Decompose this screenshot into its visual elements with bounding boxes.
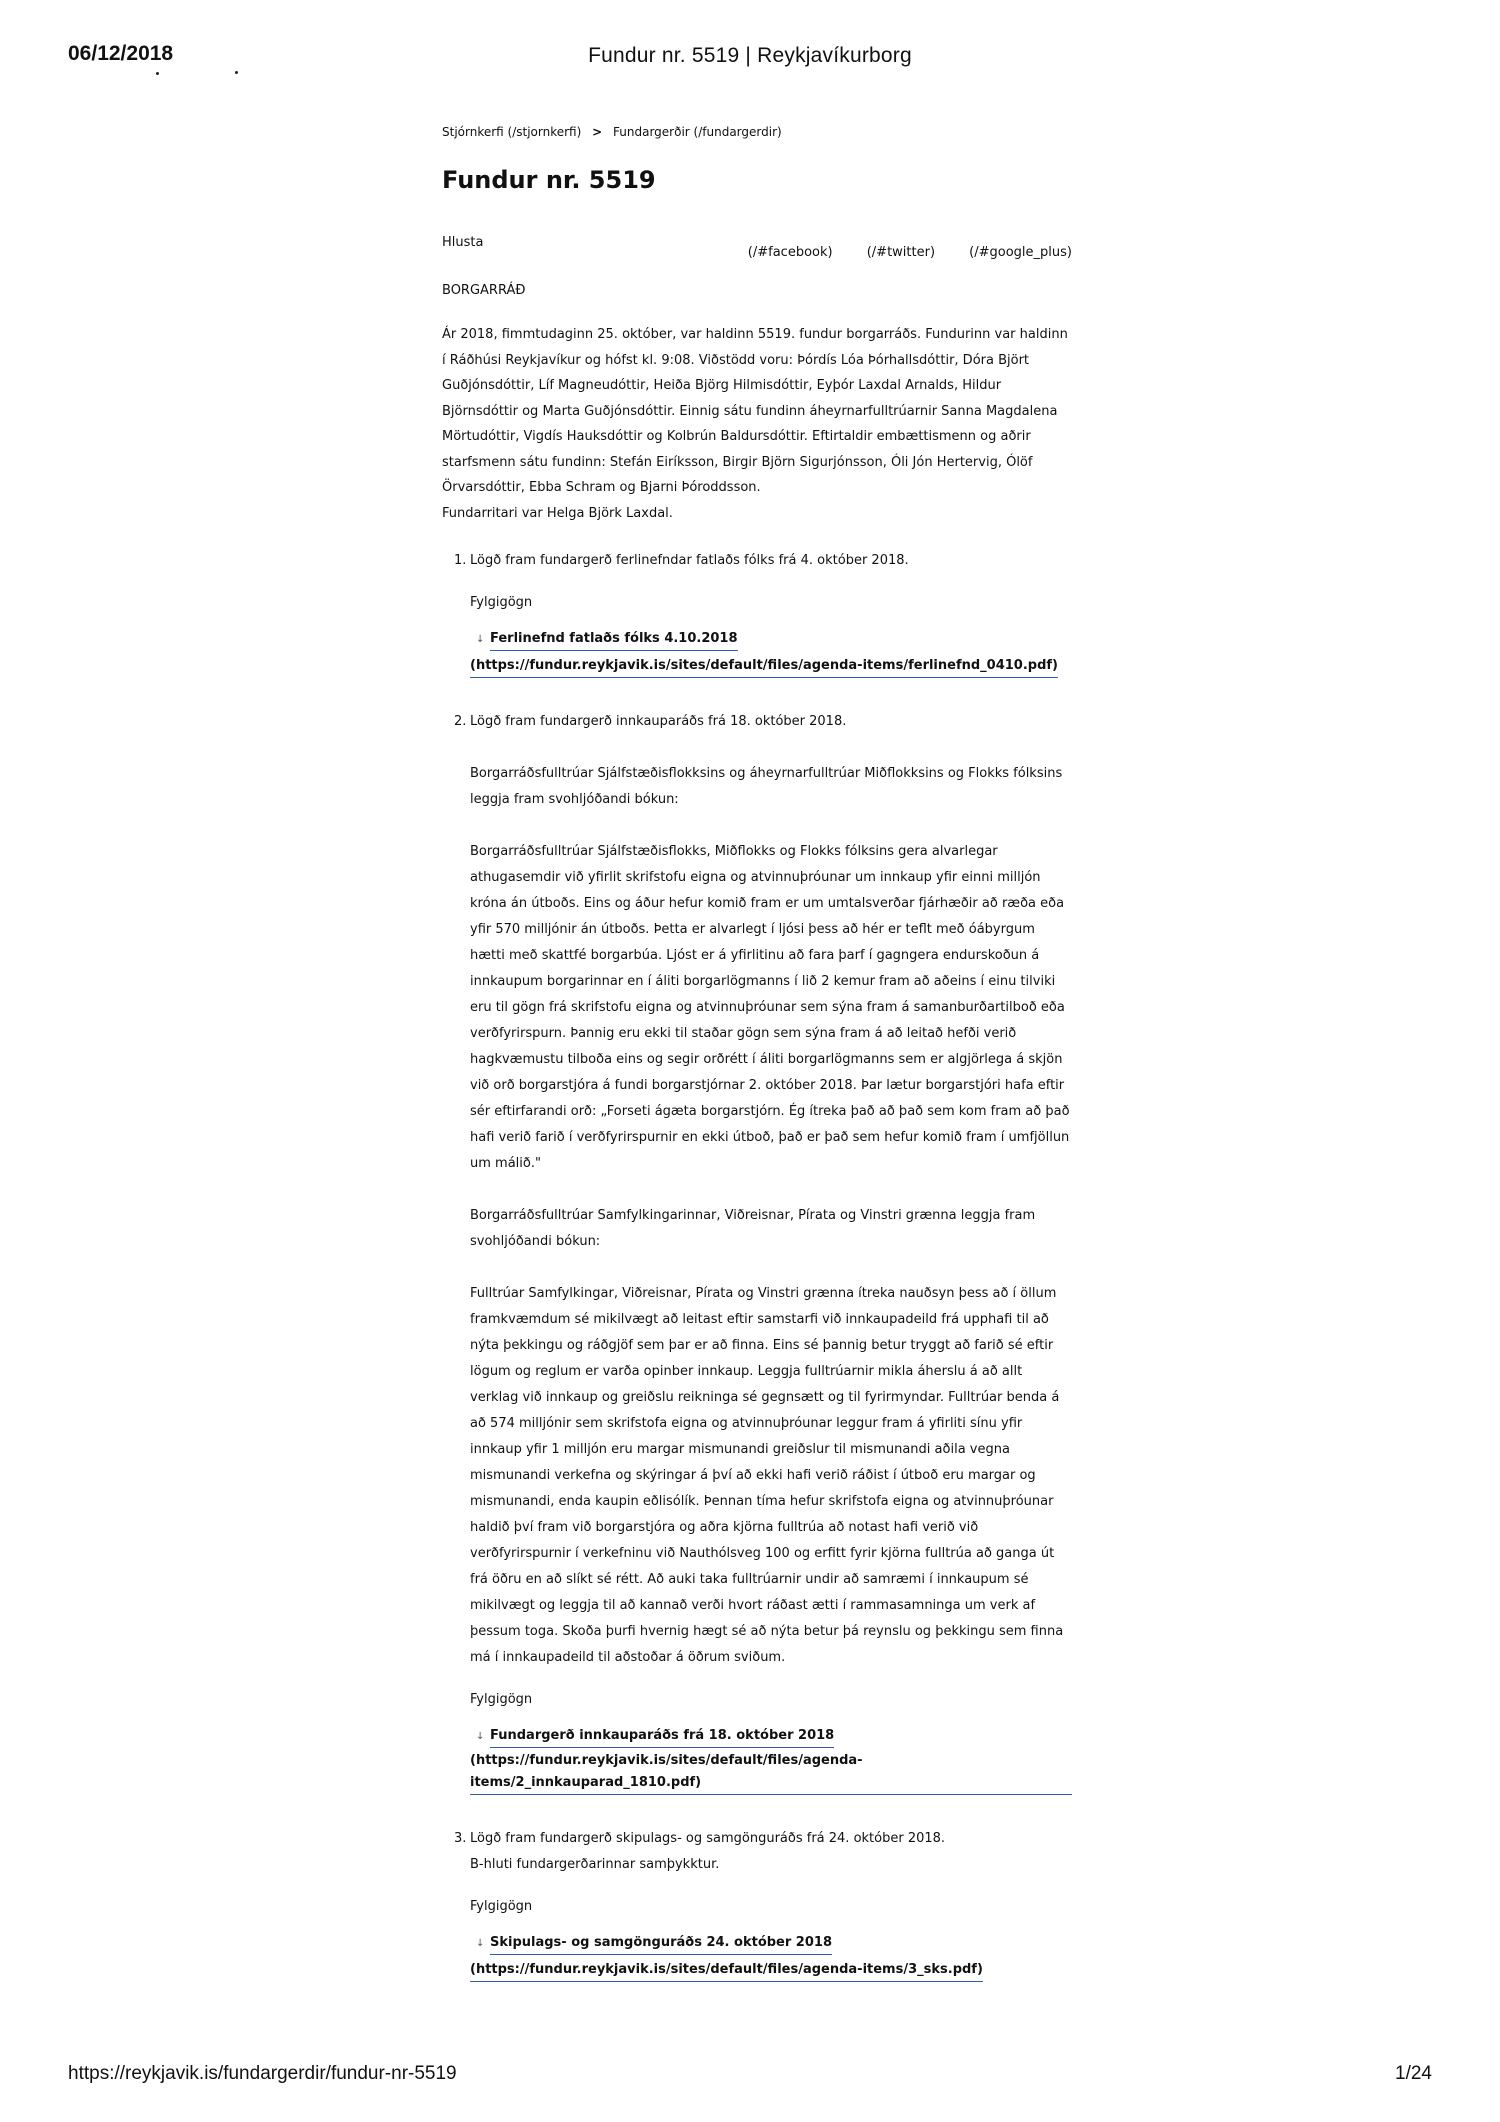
print-date: 06/12/2018 <box>68 42 174 65</box>
item-number: 3. <box>454 1831 467 1846</box>
breadcrumb-separator: > <box>592 125 603 139</box>
scan-dot <box>235 71 238 74</box>
item-title: Lögð fram fundargerð ferlinefndar fatlaðs fólks frá 4. október 2018. <box>470 553 909 568</box>
item-number: 2. <box>454 714 467 729</box>
item-title: Lögð fram fundargerð skipulags- og samgönguráðs frá 24. október 2018. <box>470 1831 946 1846</box>
print-footer-url: https://reykjavik.is/fundargerdir/fundur-nr-5519 <box>68 2063 457 2084</box>
attachment-link[interactable] <box>470 1930 1072 1983</box>
print-page-number: 1/24 <box>1395 2063 1432 2084</box>
scan-dot <box>156 72 159 75</box>
agenda-item <box>442 1826 1072 1983</box>
share-twitter-link[interactable]: (/#twitter) <box>866 245 936 260</box>
bokun-intro: Borgarráðsfulltrúar Sjálfstæðisflokksins og áheyrnarfulltrúar Miðflokksins og Flokks fólksins leggja fram svohljóðandi bókun: <box>470 766 1063 807</box>
attachment-url[interactable]: (https://fundur.reykjavik.is/sites/default/files/agenda-items/ferlinefnd_0410.pdf) <box>470 655 1058 678</box>
attachments-label: Fylgigögn <box>470 1899 533 1914</box>
bokun-intro: Borgarráðsfulltrúar Samfylkingarinnar, Viðreisnar, Pírata og Vinstri grænna leggja fram svohljóðandi bókun: <box>470 1208 1036 1249</box>
attachment-title[interactable]: Skipulags- og samgönguráðs 24. október 2018 <box>490 1932 832 1955</box>
main-content <box>442 122 1072 2013</box>
attachments-label: Fylgigögn <box>470 595 533 610</box>
agenda-item <box>442 709 1072 1796</box>
attachment-url[interactable]: (https://fundur.reykjavik.is/sites/default/files/agenda-items/2_innkauparad_1810.pdf) <box>470 1750 1072 1795</box>
download-icon: ↓ <box>476 634 485 645</box>
item-subtitle: B-hluti fundargerðarinnar samþykktur. <box>470 1857 720 1872</box>
breadcrumb-link-fundargerdir[interactable]: Fundargerðir (/fundargerdir) <box>613 125 782 139</box>
listen-share-row <box>442 230 1072 276</box>
share-facebook-link[interactable]: (/#facebook) <box>747 245 833 260</box>
breadcrumb <box>442 122 1072 142</box>
download-icon: ↓ <box>476 1731 485 1742</box>
attachment-link[interactable] <box>470 626 1072 679</box>
attachment-title[interactable]: Fundargerð innkauparáðs frá 18. október 2018 <box>490 1725 834 1748</box>
attachments-label: Fylgigögn <box>470 1692 533 1707</box>
secretary-text: Fundarritari var Helga Björk Laxdal. <box>442 505 673 521</box>
listen-link[interactable]: Hlusta <box>442 235 484 250</box>
intro-text: Ár 2018, fimmtudaginn 25. október, var haldinn 5519. fundur borgarráðs. Fundurinn var haldinn í Ráðhúsi Reykjavíkur og hófst kl. 9:08. Viðstödd voru: Þórdís Lóa Þórhallsdóttir, Dóra Björt Guðjónsdóttir, Líf Magneudóttir, Heiða Björg Hilmisdóttir, Eyþór Laxdal Arnalds, Hildur Björnsdóttir og Marta Guðjónsdóttir. Einnig sátu fundinn áheyrnarfulltrúarnir Sanna Magdalena Mörtudóttir, Vigdís Hauksdóttir og Kolbrún Baldursdóttir. Eftirtaldir embættismenn og aðrir starfsmenn sátu fundinn: Stefán Eiríksson, Birgir Björn Sigurjónsson, Óli Jón Hertervig, Ólöf Örvarsdóttir, Ebba Schram og Bjarni Þóroddsson. <box>442 327 1068 495</box>
print-page-title: Fundur nr. 5519 | Reykjavíkurborg <box>588 44 912 67</box>
meeting-intro <box>442 322 1072 526</box>
bokun-text: Borgarráðsfulltrúar Sjálfstæðisflokks, Miðflokks og Flokks fólksins gera alvarlegar athugasemdir við yfirlit skrifstofu eigna og atvinnuþróunar um innkaup yfir einni milljón króna án útboðs. Eins og áður hefur komið fram er um umtalsverðar fjárhæðir að ræða eða yfir 570 milljónir án útboðs. Þetta er alvarlegt í ljósi þess að hér er teflt með óábyrgum hætti með skattfé borgarbúa. Ljóst er á yfirlitinu að fara þarf í gagngera endurskoðun á innkaupum borgarinnar en í áliti borgarlögmanns í lið 2 kemur fram að aðeins í einu tilviki eru til gögn frá skrifstofu eigna og atvinnuþróunar sem sýna fram á samanburðartilboð eða verðfyrirspurn. Þannig eru ekki til staðar gögn sem sýna fram á að leitað hefði verið hagkvæmustu tilboða eins og segir orðrétt í áliti borgarlögmanns sem er algjörlega á skjön við orð borgarstjóra á fundi borgarstjórnar 2. október 2018. Þar lætur borgarstjóri hafa eftir sér eftirfarandi orð: „Forseti ágæta borgarstjórn. Ég ítreka það að það sem kom fram að það hafi verið farið í verðfyrirspurnir en ekki útboð, það er það sem hefur komið fram í umfjöllun um málið." <box>470 844 1070 1171</box>
agenda-item <box>442 548 1072 679</box>
bokun-text: Fulltrúar Samfylkingar, Viðreisnar, Pírata og Vinstri grænna ítreka nauðsyn þess að í öllum framkvæmdum sé mikilvægt að leitast eftir samstarfi við innkaupadeild frá upphafi til að nýta þekkingu og ráðgjöf sem þar er að finna. Eins sé þannig betur tryggt að farið sé eftir lögum og reglum er varða opinber innkaup. Leggja fulltrúarnir mikla áherslu á að allt verklag við innkaup og greiðslu reikninga sé gegnsætt og til fyrirmyndar. Fulltrúar benda á að 574 milljónir sem skrifstofa eigna og atvinnuþróunar leggur fram á yfirliti sínu yfir innkaup yfir 1 milljón eru margar mismunandi greiðslur til mismunandi aðila vegna mismunandi verkefna og skýringar á því að ekki hafi verið ráðist í útboð eru margar og mismunandi, enda kaupin eðlisólík. Þennan tíma hefur skrifstofa eigna og atvinnuþróunar haldið því fram við borgarstjóra og aðra kjörna fulltrúa að notast hafi verið við verðfyrirspurnir í verkefninu við Nauthólsveg 100 og erfitt fyrir kjörna fulltrúa að ganga út frá öðru en að slíkt sé rétt. Að auki taka fulltrúarnir undir að samræmi í innkaupum sé mikilvægt og leggja til að kannað verði hvort ráðast ætti í rammasamninga um verk af þessum toga. Skoða þurfi hvernig hægt sé að nýta betur þá reynslu og þekkingu sem finna má í innkaupadeild til aðstoðar á öðrum sviðum. <box>470 1286 1064 1665</box>
attachment-url[interactable]: (https://fundur.reykjavik.is/sites/default/files/agenda-items/3_sks.pdf) <box>470 1959 983 1982</box>
item-title: Lögð fram fundargerð innkauparáðs frá 18. október 2018. <box>470 714 847 729</box>
agenda-list <box>442 548 1072 1983</box>
item-number: 1. <box>454 553 467 568</box>
org-label: BORGARRÁÐ <box>442 283 526 298</box>
share-google-plus-link[interactable]: (/#google_plus) <box>969 245 1072 260</box>
page-title: Fundur nr. 5519 <box>442 166 656 194</box>
download-icon: ↓ <box>476 1938 485 1949</box>
breadcrumb-link-stjornkerfi[interactable]: Stjórnkerfi (/stjornkerfi) <box>442 125 582 139</box>
share-links <box>718 240 1072 266</box>
attachment-title[interactable]: Ferlinefnd fatlaðs fólks 4.10.2018 <box>490 628 738 651</box>
attachment-link[interactable] <box>470 1723 1072 1796</box>
